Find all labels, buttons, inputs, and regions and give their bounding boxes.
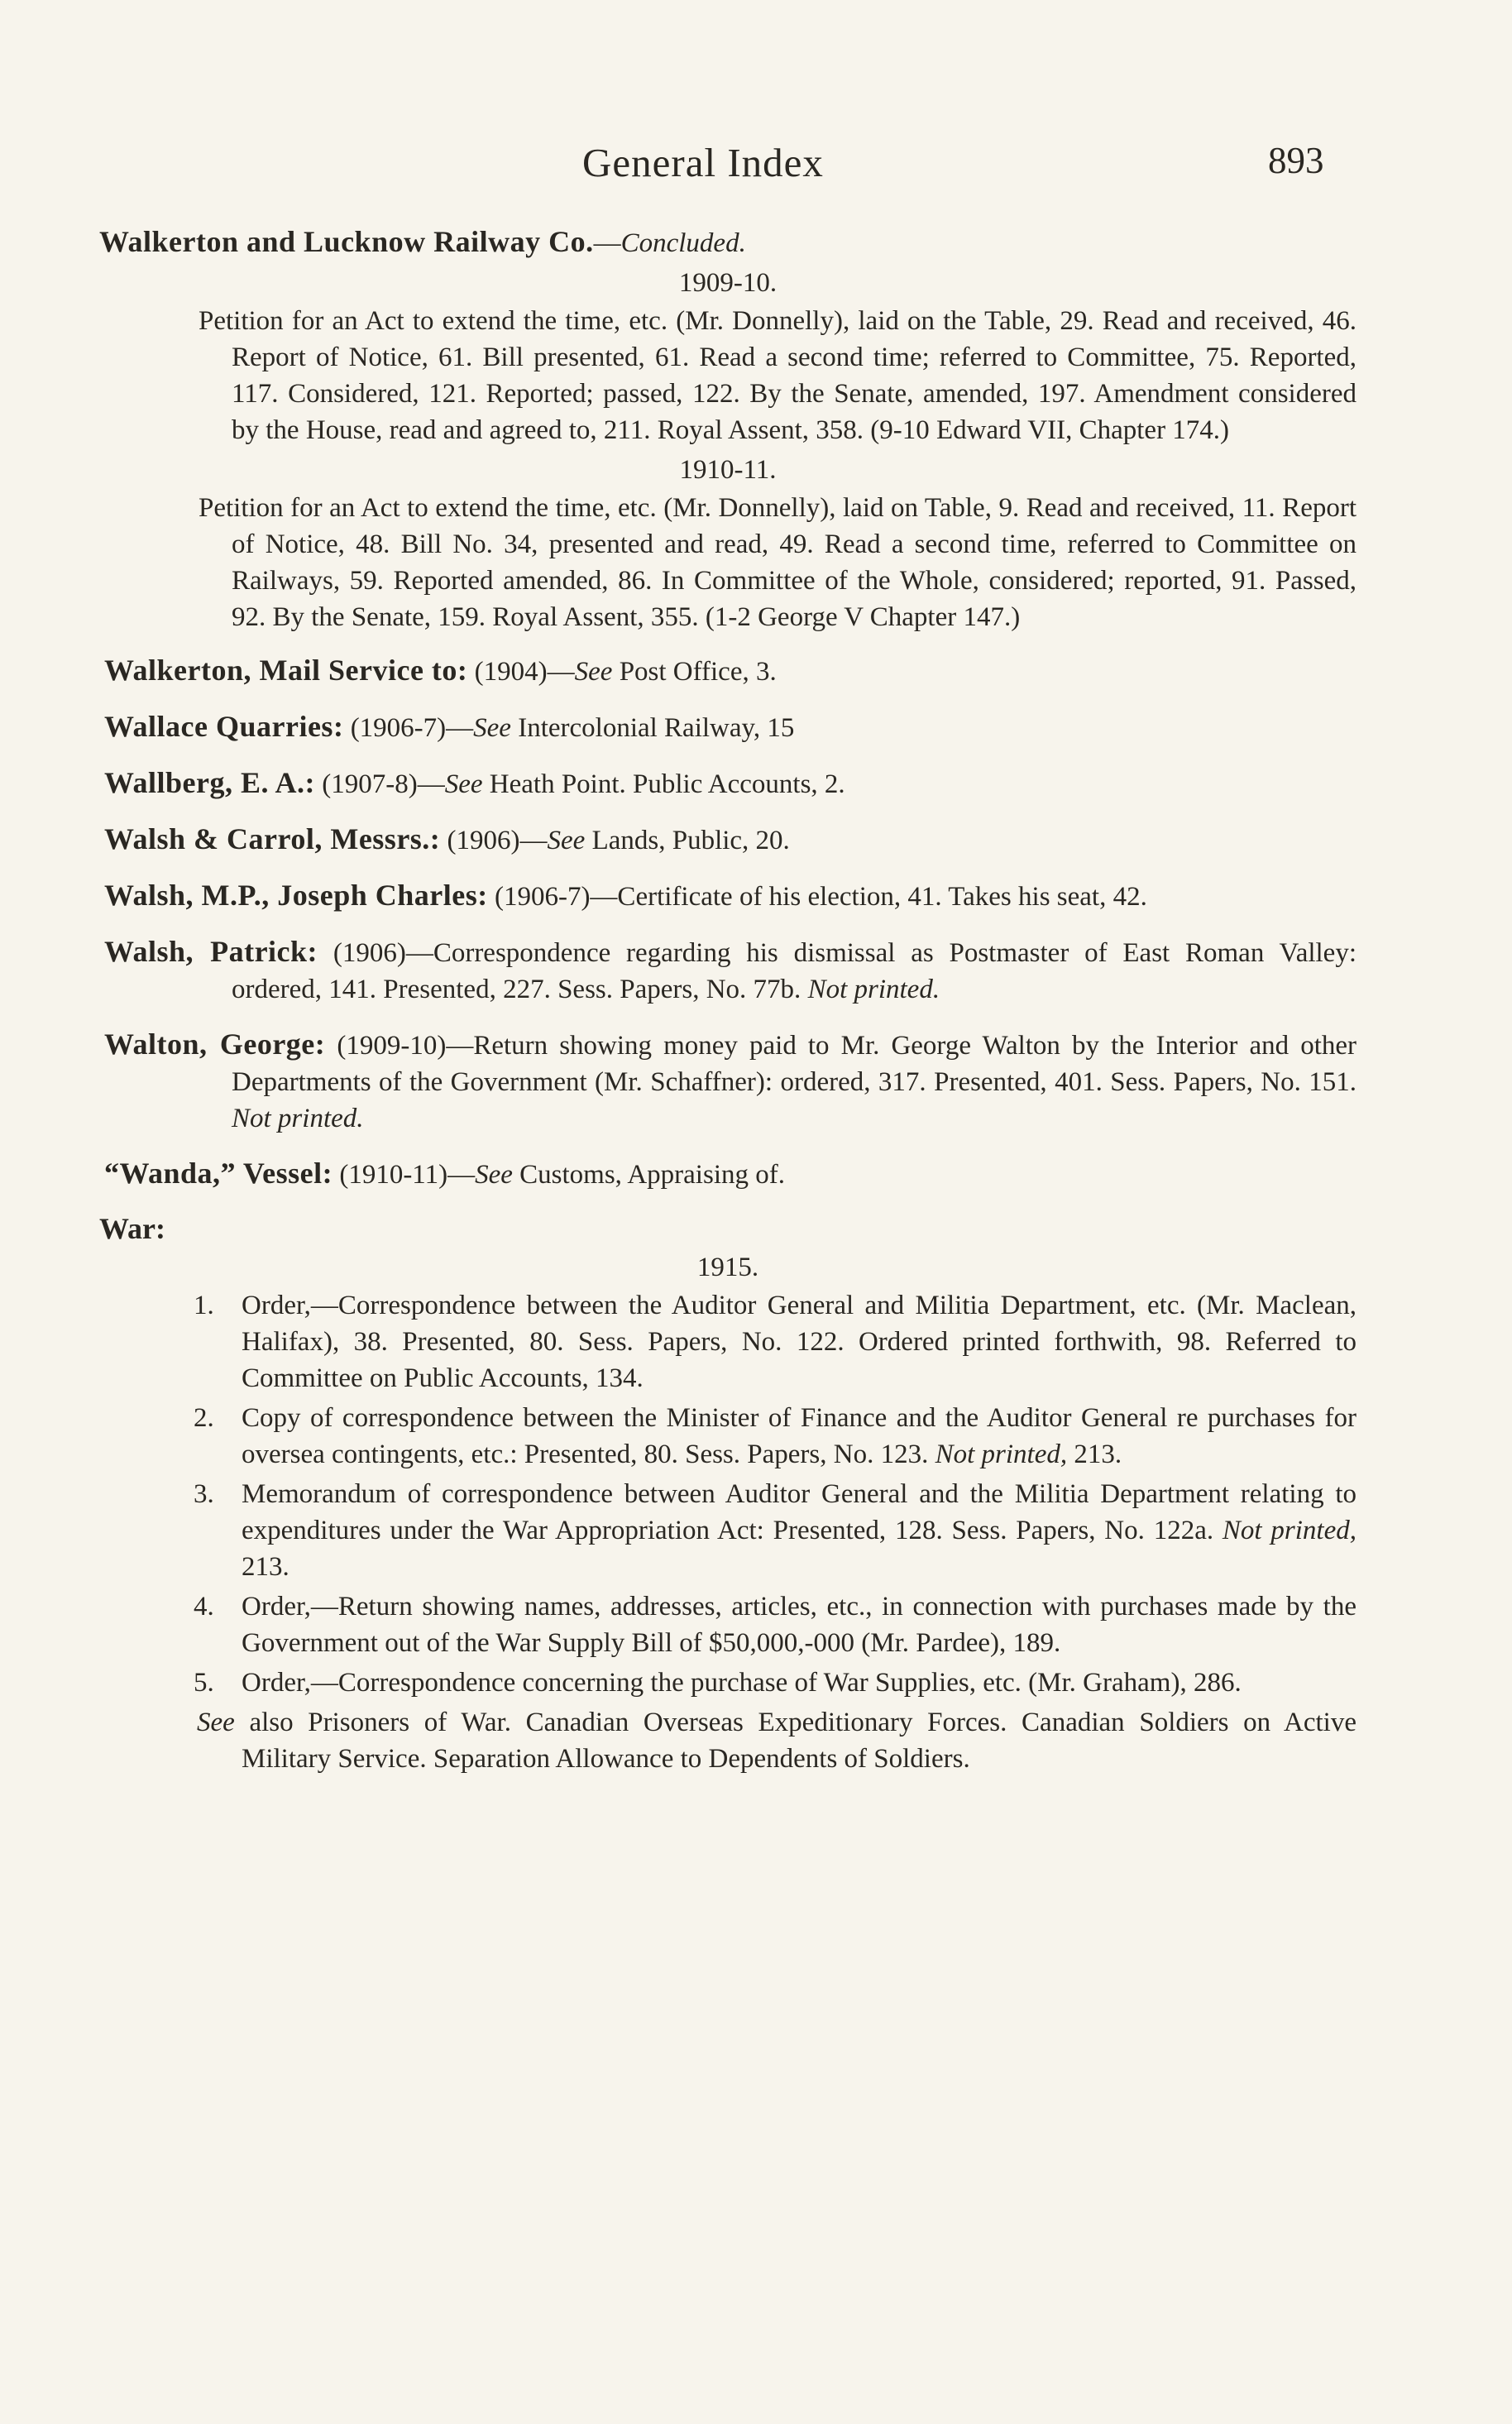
entry-heading-line: [99, 223, 1356, 261]
entry-reference: Post Office, 3.: [612, 657, 777, 687]
item-text: Memorandum of correspondence between Auditor General and the Militia Department relating to expenditures under the War Appropriation Act: Presented, 128. Sess. Papers, No. 122a.: [242, 1479, 1356, 1545]
entry-text: (1910-11)—: [333, 1160, 476, 1190]
session-year: 1910-11.: [679, 455, 777, 485]
entry-walkerton-mail: [99, 652, 1356, 690]
see-label: See: [475, 1160, 513, 1190]
page-title: General Index: [582, 140, 824, 185]
list-item: [99, 1588, 1356, 1661]
entry-heading: Walsh, M.P., Joseph Charles:: [104, 879, 488, 912]
see-label: See: [473, 713, 511, 743]
list-item: [99, 1665, 1356, 1701]
item-text: Copy of correspondence between the Minister of Finance and the Auditor General re purchases for oversea contingents, etc.: Presented, 80. Sess. Papers, No. 123.: [242, 1403, 1356, 1469]
item-page-ref: 213.: [1067, 1440, 1122, 1469]
item-number: 3.: [194, 1479, 214, 1509]
list-item: [99, 1400, 1356, 1473]
entry-reference: Customs, Appraising of.: [512, 1160, 785, 1190]
entry-text: (1906)—Correspondence regarding his dismissal as Postmaster of East Roman Valley: ordered, 141. Presented, 227. Sess. Papers, No. 77b.: [232, 938, 1356, 1004]
entry-heading: “Wanda,” Vessel:: [104, 1157, 333, 1190]
entry-heading: Walkerton, Mail Service to:: [104, 654, 468, 687]
entry-wallberg: [99, 764, 1356, 802]
entry-wallace-quarries: [99, 708, 1356, 746]
entry-text: (1904)—: [467, 657, 575, 687]
item-number: 1.: [194, 1291, 214, 1320]
see-also: [99, 1704, 1356, 1777]
entry-text: (1906-7)—: [343, 713, 474, 743]
entry-heading: Walsh, Patrick:: [104, 935, 318, 968]
dash: —: [593, 228, 621, 258]
entry-walsh-joseph: [99, 877, 1356, 915]
entry-walsh-patrick: [99, 933, 1356, 1008]
see-label: See: [444, 769, 483, 799]
list-item: [99, 1476, 1356, 1585]
entry-walkerton-lucknow: [99, 223, 1356, 635]
entry-walton-george: [99, 1026, 1356, 1137]
entry-heading: Wallace Quarries:: [104, 710, 344, 743]
entry-reference: Intercolonial Railway, 15: [510, 713, 795, 743]
item-page-ref: 213.: [242, 1552, 289, 1582]
entry-text: (1909-10)—Return showing money paid to Mr. George Walton by the Interior and other Departments of the Government (Mr. Schaffner): ordered, 317. Presented, 401. Sess. Papers, No. 151.: [232, 1031, 1356, 1097]
entry-reference: Heath Point. Public Accounts, 2.: [482, 769, 845, 799]
item-number: 2.: [194, 1403, 214, 1433]
see-also-text: also Prisoners of War. Canadian Overseas Expeditionary Forces. Canadian Soldiers on Active Military Service. Separation Allowance to Dependents of Soldiers.: [234, 1708, 1356, 1774]
list-item: [99, 1287, 1356, 1396]
item-text: Order,—Correspondence between the Auditor General and Militia Department, etc. (Mr. Maclean, Halifax), 38. Presented, 80. Sess. Papers, No. 122. Ordered printed forthwith, 98. Referred to Committee on Public Accounts, 134.: [242, 1291, 1356, 1393]
entry-text: (1906)—: [440, 826, 548, 855]
running-head: [0, 139, 1512, 189]
not-printed-label: Not printed,: [1222, 1516, 1356, 1545]
item-text: Order,—Return showing names, addresses, articles, etc., in connection with purchases made by the Government out of the War Supply Bill of $50,000,-000 (Mr. Pardee), 189.: [242, 1592, 1356, 1658]
not-printed-label: Not printed.: [807, 975, 940, 1004]
entry-heading: Walton, George:: [104, 1028, 326, 1061]
item-number: 4.: [194, 1592, 214, 1622]
not-printed-label: Not printed.: [232, 1104, 364, 1133]
see-label: See: [574, 657, 613, 687]
entry-heading: Walsh & Carrol, Messrs.:: [104, 822, 441, 855]
see-label: See: [197, 1708, 235, 1737]
item-text: Order,—Correspondence concerning the purchase of War Supplies, etc. (Mr. Graham), 286.: [242, 1668, 1242, 1698]
entry-text: (1907-8)—: [315, 769, 445, 799]
see-label: See: [547, 826, 586, 855]
session-year: 1915.: [696, 1253, 759, 1282]
entry-heading: Walkerton and Lucknow Railway Co.: [99, 225, 594, 258]
entry-text: (1906-7)—Certificate of his election, 41. Takes his seat, 42.: [487, 882, 1147, 912]
entry-war: [99, 1211, 1356, 1777]
entry-reference: Lands, Public, 20.: [585, 826, 790, 855]
entry-heading: War:: [99, 1212, 165, 1245]
item-number: 5.: [194, 1668, 214, 1698]
session-text: Petition for an Act to extend the time, etc. (Mr. Donnelly), laid on the Table, 29. Read and received, 46. Report of Notice, 61. Bill presented, 61. Read a second time; referred to Committee, 75. Reported, 117. Considered, 121. Reported; passed, 122. By the Senate, amended, 197. Amendment considered by the House, read and agreed to, 211. Royal Assent, 358. (9-10 Edward VII, Chapter 174.): [199, 306, 1356, 445]
session-year: 1909-10.: [678, 268, 778, 298]
entry-heading: Wallberg, E. A.:: [104, 766, 316, 799]
page-number: 893: [1268, 140, 1324, 181]
not-printed-label: Not printed,: [935, 1440, 1068, 1469]
index-content: [99, 223, 1356, 1794]
entry-walsh-carrol: [99, 821, 1356, 859]
concluded-label: Concluded.: [620, 228, 746, 258]
entry-wanda-vessel: [99, 1155, 1356, 1193]
session-text: Petition for an Act to extend the time, etc. (Mr. Donnelly), laid on Table, 9. Read and received, 11. Report of Notice, 48. Bill No. 34, presented and read, 49. Read a second time, referred to Committee on Railways, 59. Reported amended, 86. In Committee of the Whole, considered; reported, 91. Passed, 92. By the Senate, 159. Royal Assent, 355. (1-2 George V Chapter 147.): [199, 493, 1356, 632]
